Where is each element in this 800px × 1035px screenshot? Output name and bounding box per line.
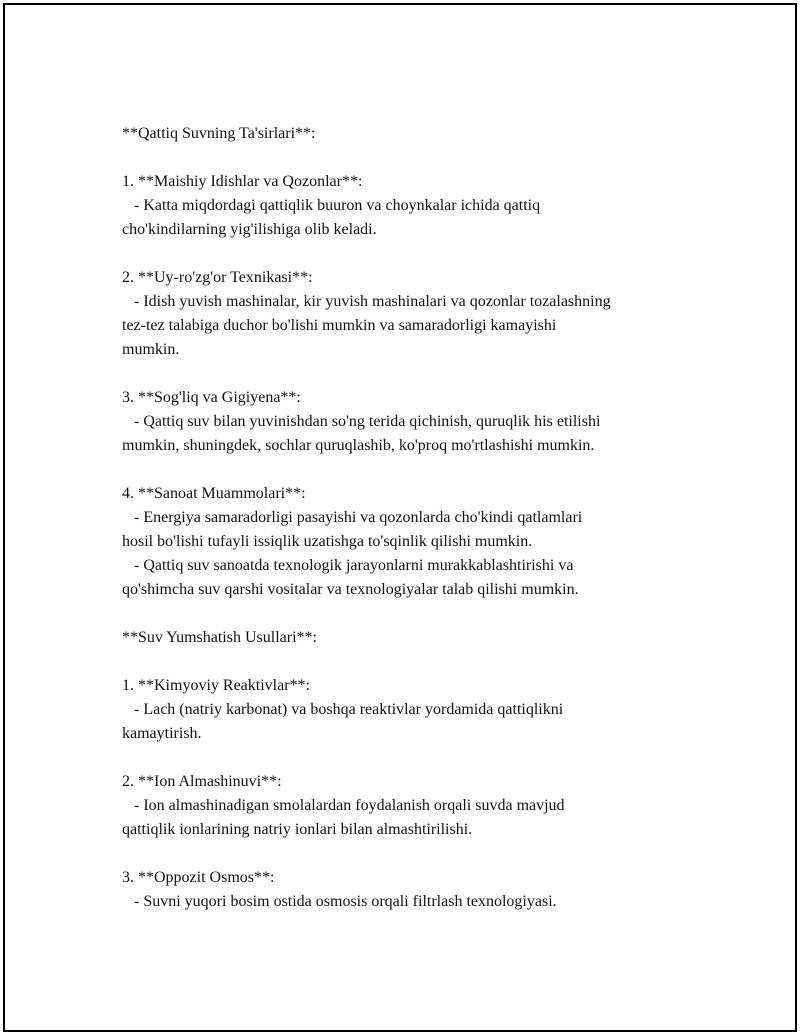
item-text-line: qo'shimcha suv qarshi vositalar va texnologiyalar talab qilishi mumkin. (122, 581, 579, 598)
item-title: 2. **Ion Almashinuvi**: (122, 773, 282, 790)
item-title: 4. **Sanoat Muammolari**: (122, 485, 306, 502)
page-border (3, 3, 797, 1032)
spacer (122, 650, 722, 674)
item-text-line: - Qattiq suv sanoatda texnologik jarayonlarni murakkablashtirishi va (122, 557, 574, 574)
item-title: 3. **Sog'liq va Gigiyena**: (122, 389, 301, 406)
item-text-line: - Qattiq suv bilan yuvinishdan so'ng terida qichinish, quruqlik his etilishi (122, 413, 601, 430)
item-text-line: - Suvni yuqori bosim ostida osmosis orqali filtrlash texnologiyasi. (122, 893, 557, 910)
item-text-line: kamaytirish. (122, 725, 202, 742)
item-text-line: - Energiya samaradorligi pasayishi va qozonlarda cho'kindi qatlamlari (122, 509, 583, 526)
item-text-line: - Idish yuvish mashinalar, kir yuvish mashinalari va qozonlar tozalashning (122, 293, 611, 310)
item-text-line: - Lach (natriy karbonat) va boshqa reaktivlar yordamida qattiqlikni (122, 701, 564, 718)
item-text-line: qattiqlik ionlarining natriy ionlari bilan almashtirilishi. (122, 821, 473, 838)
spacer (122, 146, 722, 170)
item-text-line: mumkin, shuningdek, sochlar quruqlashib, ko'proq mo'rtlashishi mumkin. (122, 437, 595, 454)
spacer (122, 242, 722, 266)
spacer (122, 746, 722, 770)
item-text-line: hosil bo'lishi tufayli issiqlik uzatishga to'sqinlik qilishi mumkin. (122, 533, 533, 550)
section-heading: **Suv Yumshatish Usullari**: (122, 629, 317, 646)
item-title: 1. **Maishiy Idishlar va Qozonlar**: (122, 173, 363, 190)
spacer (122, 458, 722, 482)
spacer (122, 602, 722, 626)
item-text-line: mumkin. (122, 341, 180, 358)
item-text-line: tez-tez talabiga duchor bo'lishi mumkin va samaradorligi kamayishi (122, 317, 557, 334)
section-heading: **Qattiq Suvning Ta'sirlari**: (122, 125, 316, 142)
spacer (122, 362, 722, 386)
item-title: 1. **Kimyoviy Reaktivlar**: (122, 677, 310, 694)
spacer (122, 842, 722, 866)
document-body (122, 122, 722, 914)
item-title: 3. **Oppozit Osmos**: (122, 869, 275, 886)
item-text-line: - Ion almashinadigan smolalardan foydalanish orqali suvda mavjud (122, 797, 565, 814)
item-title: 2. **Uy-ro'zg'or Texnikasi**: (122, 269, 313, 286)
item-text-line: - Katta miqdordagi qattiqlik buuron va choynkalar ichida qattiq (122, 197, 541, 214)
item-text-line: cho'kindilarning yig'ilishiga olib keladi. (122, 221, 377, 238)
